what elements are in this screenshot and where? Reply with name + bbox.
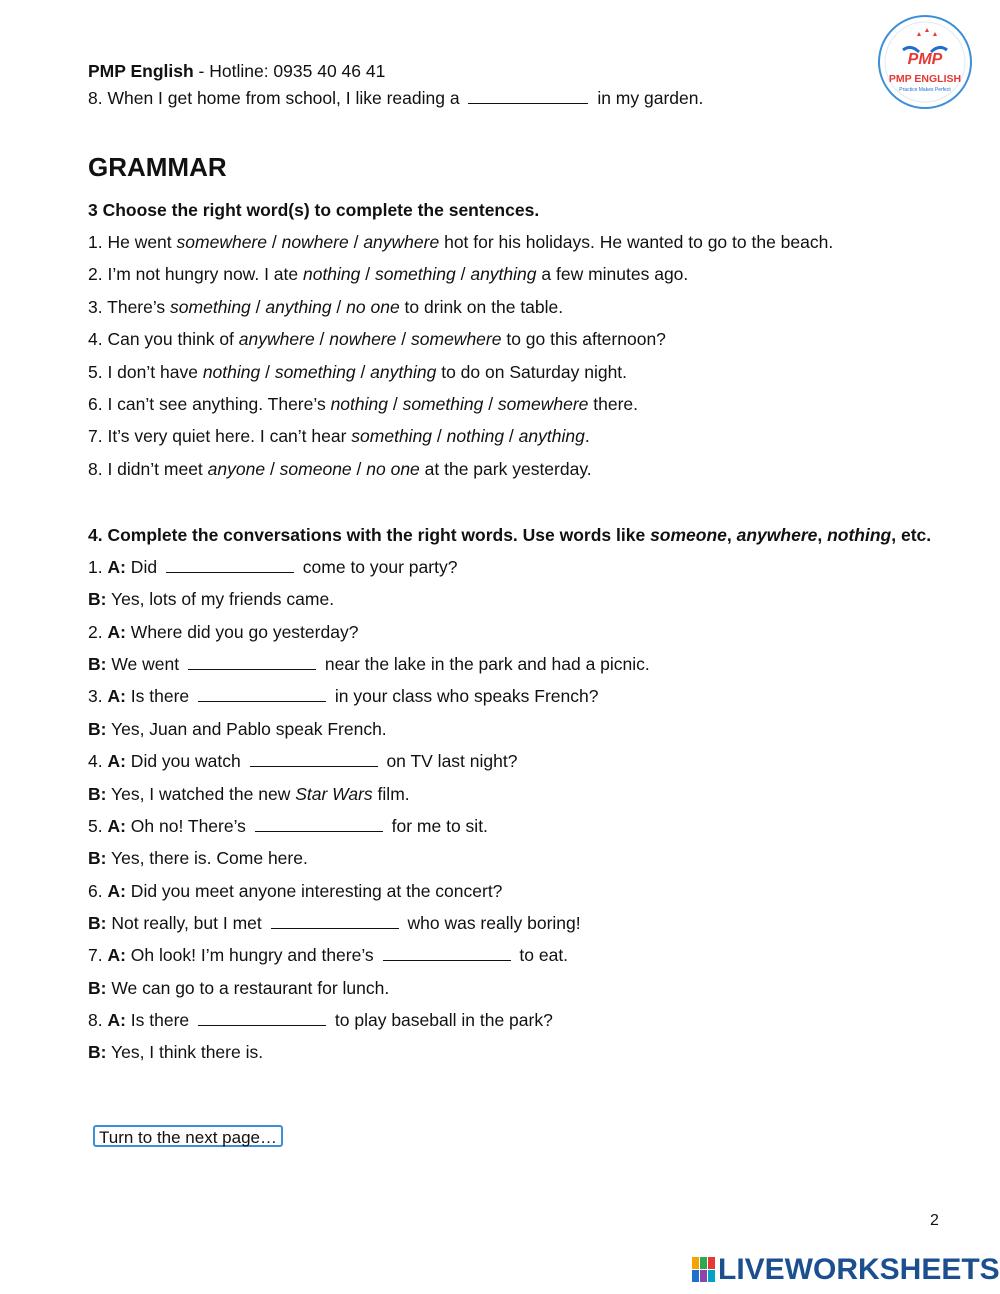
answer-blank[interactable]: [255, 817, 383, 832]
option-separator: /: [250, 296, 266, 317]
header-line: [88, 60, 385, 82]
line-text: We went: [106, 654, 184, 675]
conversation-line-b: [88, 718, 387, 740]
item-text: 8. I didn’t meet: [88, 458, 208, 479]
option-separator: /: [360, 264, 375, 285]
option-word[interactable]: nothing: [446, 426, 505, 447]
conversation-line-a: [88, 556, 457, 578]
option-word[interactable]: anything: [265, 296, 332, 317]
option-word[interactable]: someone: [279, 458, 352, 479]
conversation-line-b: [88, 588, 334, 610]
speaker-label: A:: [107, 686, 126, 707]
option-word[interactable]: somewhere: [411, 329, 502, 350]
item-text: to drink on the table.: [399, 296, 564, 317]
option-word[interactable]: something: [402, 394, 484, 414]
conversation-line-a: [88, 815, 488, 837]
conversation-line-b: [88, 783, 410, 805]
line-text: Oh no! There’s: [125, 815, 251, 836]
option-word[interactable]: anyone: [207, 458, 266, 479]
option-word[interactable]: something: [170, 296, 251, 317]
answer-blank[interactable]: [198, 687, 326, 702]
option-word[interactable]: anything: [518, 426, 585, 447]
item-text: in my garden.: [592, 88, 704, 108]
option-word[interactable]: anything: [370, 361, 437, 382]
conversation-line-b: [88, 847, 308, 869]
conversation-line-a: [88, 621, 358, 643]
film-title: Star Wars: [295, 783, 373, 804]
speaker-label: B:: [88, 654, 107, 675]
speaker-label: A:: [107, 751, 126, 772]
line-text: Yes, lots of my friends came.: [106, 589, 335, 610]
line-number: 1.: [88, 557, 108, 577]
conversation-line-a: [88, 750, 517, 772]
option-separator: /: [455, 264, 471, 285]
conversation-line-a: [88, 685, 599, 707]
section-title: GRAMMAR: [88, 152, 227, 182]
option-separator: /: [504, 426, 519, 447]
logo-tagline: Practice Makes Perfect: [899, 87, 951, 93]
option-word[interactable]: something: [375, 264, 456, 285]
option-separator: /: [355, 361, 371, 382]
option-separator: /: [483, 394, 498, 414]
ex3-item: [88, 458, 592, 480]
speaker-label: B:: [88, 718, 107, 739]
speaker-label: B:: [88, 1042, 107, 1063]
conversation-line-b: [88, 653, 650, 675]
heading-text: ,: [817, 525, 828, 545]
option-word[interactable]: no one: [366, 458, 420, 479]
speaker-label: B:: [88, 783, 107, 804]
line-text: come to your party?: [297, 557, 458, 577]
option-separator: /: [260, 361, 275, 382]
line-text: who was really boring!: [402, 912, 581, 933]
hotline: - Hotline: 0935 40 46 41: [193, 61, 386, 81]
line-text: Not really, but I met: [106, 912, 267, 933]
answer-blank[interactable]: [250, 752, 378, 767]
option-word[interactable]: something: [351, 426, 433, 447]
heading-text: ,: [726, 525, 737, 545]
item-text: 3. There’s: [88, 296, 171, 317]
item-text: 6. I can’t see anything. There’s: [88, 394, 331, 414]
line-text: Yes, Juan and Pablo speak French.: [106, 718, 387, 739]
option-separator: /: [396, 329, 412, 350]
exercise-4-heading: [88, 524, 931, 546]
option-word[interactable]: anything: [470, 264, 537, 285]
line-text: We can go to a restaurant for lunch.: [106, 977, 390, 998]
speaker-label: B:: [88, 848, 107, 869]
liveworksheets-icon: [692, 1257, 716, 1283]
answer-blank[interactable]: [166, 558, 294, 573]
item-text: to do on Saturday night.: [436, 361, 628, 382]
line-number: 3.: [88, 686, 108, 707]
line-number: 4.: [88, 751, 108, 772]
option-separator: /: [331, 296, 347, 317]
liveworksheets-logo: LIVEWORKSHEETS: [718, 1253, 1000, 1286]
option-word[interactable]: nothing: [302, 264, 361, 285]
line-text: for me to sit.: [386, 815, 488, 836]
option-word[interactable]: anywhere: [363, 232, 440, 252]
item-text: 8. When I get home from school, I like reading a: [88, 88, 465, 108]
ex3-item: [88, 296, 563, 318]
line-text: Did you watch: [125, 751, 246, 772]
answer-blank[interactable]: [383, 946, 511, 961]
next-page-button[interactable]: Turn to the next page…: [93, 1125, 283, 1147]
ex3-item: [88, 231, 833, 253]
line-text: to eat.: [514, 945, 569, 966]
line-text: Is there: [125, 686, 195, 707]
speaker-label: A:: [107, 880, 126, 901]
conversation-line-b: [88, 977, 389, 999]
item-text: there.: [588, 394, 639, 414]
option-word[interactable]: something: [274, 361, 356, 382]
line-text: on TV last night?: [381, 751, 518, 772]
logo-name: PMP ENGLISH: [888, 73, 962, 85]
heading-text: 4. Complete the conversations with the right words. Use words like: [88, 525, 651, 545]
line-text: Oh look! I’m hungry and there’s: [125, 945, 379, 966]
speaker-label: B:: [88, 912, 107, 933]
item-text: a few minutes ago.: [536, 264, 689, 285]
item-text: at the park yesterday.: [419, 458, 592, 479]
ex3-item: [88, 361, 627, 383]
line-text: Where did you go yesterday?: [125, 621, 359, 642]
conversation-line-b: [88, 912, 581, 934]
item-text: hot for his holidays. He wanted to go to the beach.: [439, 232, 834, 252]
ex3-item: [88, 393, 638, 415]
option-separator: /: [387, 394, 403, 414]
conversation-line-a: [88, 944, 568, 966]
speaker-label: A:: [107, 945, 126, 966]
speaker-label: A:: [107, 815, 126, 836]
item-text: .: [584, 426, 590, 447]
brand-name: PMP English: [88, 61, 194, 81]
option-word[interactable]: anywhere: [238, 329, 315, 350]
option-word[interactable]: nowhere: [281, 232, 349, 252]
item-text: 5. I don’t have: [88, 361, 203, 382]
option-separator: /: [351, 458, 367, 479]
conversation-line-b: [88, 1041, 263, 1063]
line-text: to play baseball in the park?: [330, 1009, 553, 1030]
conversation-line-a: [88, 1009, 553, 1031]
option-word[interactable]: no one: [346, 296, 400, 317]
answer-blank[interactable]: [198, 1011, 326, 1026]
item-text: to go this afternoon?: [501, 329, 666, 350]
option-word[interactable]: nothing: [202, 361, 261, 382]
line-text: Is there: [125, 1009, 195, 1030]
option-word[interactable]: somewhere: [497, 394, 589, 414]
option-separator: /: [265, 458, 280, 479]
page-number: 2: [930, 1212, 939, 1229]
pmp-english-logo: [877, 14, 973, 110]
line-number: 5.: [88, 815, 108, 836]
conversation-line-a: [88, 880, 502, 902]
item-text: 4. Can you think of: [88, 329, 239, 350]
line-text: Yes, I watched the new: [106, 783, 296, 804]
speaker-label: A:: [107, 557, 126, 577]
line-number: 8.: [88, 1009, 108, 1030]
line-text: near the lake in the park and had a picnic.: [319, 654, 650, 675]
answer-blank[interactable]: [468, 89, 588, 104]
option-word[interactable]: somewhere: [176, 232, 267, 252]
item-text: 7. It’s very quiet here. I can’t hear: [88, 426, 352, 447]
vocab-item-8: [88, 87, 703, 109]
line-text: film.: [372, 783, 410, 804]
item-text: 2. I’m not hungry now. I ate: [88, 264, 303, 285]
speaker-label: A:: [107, 1009, 126, 1030]
line-number: 6.: [88, 880, 108, 901]
line-number: 2.: [88, 621, 108, 642]
ex3-item: [88, 328, 666, 350]
option-separator: /: [348, 232, 364, 252]
example-word: nothing: [827, 525, 892, 545]
speaker-label: B:: [88, 977, 107, 998]
line-text: in your class who speaks French?: [330, 686, 599, 707]
option-separator: /: [314, 329, 330, 350]
example-word: someone: [650, 525, 727, 545]
option-separator: /: [267, 232, 282, 252]
ex3-item: [88, 263, 688, 285]
exercise-3-heading: 3 Choose the right word(s) to complete the sentences.: [88, 200, 540, 220]
ex3-item: [88, 425, 590, 447]
option-word[interactable]: nothing: [330, 394, 388, 414]
item-text: 1. He went: [88, 232, 177, 252]
option-word[interactable]: nowhere: [329, 329, 397, 350]
answer-blank[interactable]: [188, 655, 316, 670]
logo-badge-text: PMP: [907, 51, 943, 68]
example-word: anywhere: [736, 525, 818, 545]
answer-blank[interactable]: [271, 914, 399, 929]
option-separator: /: [432, 426, 447, 447]
speaker-label: A:: [107, 621, 126, 642]
line-text: Did: [125, 557, 162, 577]
line-text: Did you meet anyone interesting at the concert?: [125, 880, 503, 901]
line-text: Yes, I think there is.: [106, 1042, 264, 1063]
line-text: Yes, there is. Come here.: [106, 848, 308, 869]
heading-text: , etc.: [891, 525, 932, 545]
speaker-label: B:: [88, 589, 107, 610]
line-number: 7.: [88, 945, 108, 966]
